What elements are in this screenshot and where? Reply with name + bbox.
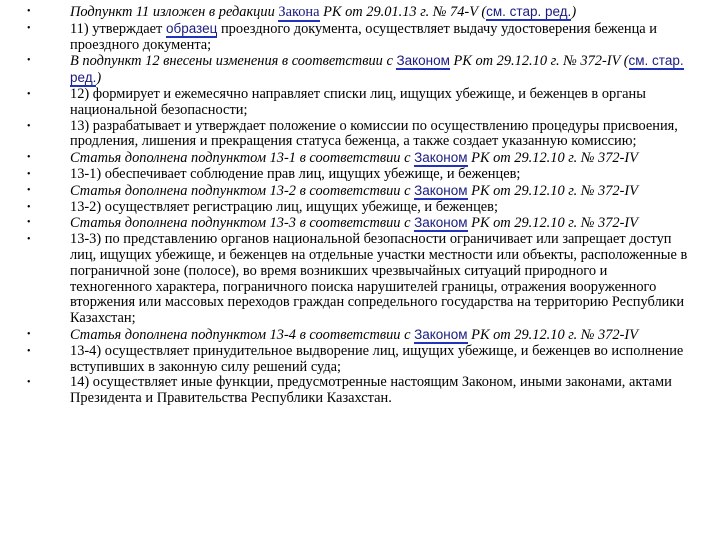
bullet-icon: • <box>27 184 31 196</box>
item-text: 13-3) по представлению органов национальной безопасности ограничивает или запрещает доступ лиц, ищущих убежище, и беженцев на отдельные участки местности или объекты, расположенные в пограничной зоне (полосе), во время возникших чрезвычайных ситуаций природного и техногенного характера, пограничного поиска нарушителей границы, отражения вооруженного вторжения или массовых переходов граждан сопредельного государства на территорию Республики Казахстан; <box>70 231 688 327</box>
item-text: Подпункт 11 изложен в редакции <box>70 4 279 20</box>
bullet-icon: • <box>27 328 31 340</box>
old-edition-link[interactable]: см. стар. ред. <box>70 53 684 86</box>
bullet-icon: • <box>27 22 31 34</box>
law-link[interactable]: Закона <box>278 4 320 20</box>
law-link[interactable]: Законом <box>396 53 450 69</box>
item-text: 14) осуществляет иные функции, предусмотренные настоящим Законом, иными законами, актами Президента и Правительства Республики Казахстан. <box>70 374 672 407</box>
law-link[interactable]: Законом <box>414 326 468 342</box>
bullet-icon: • <box>27 55 31 67</box>
item-text: 13-1) обеспечивает соблюдение прав лиц, ищущих убежище, и беженцев; <box>70 165 521 182</box>
item-text: РК от 29.12.10 г. № 372-IV <box>467 182 639 199</box>
law-link[interactable]: Законом <box>414 150 468 166</box>
item-text: В подпункт 12 внесены изменения в соответствии с <box>70 53 397 70</box>
item-text: Статья дополнена подпунктом 13-4 в соответствии с <box>70 326 415 343</box>
list-item <box>0 167 720 183</box>
bullet-icon: • <box>27 345 31 357</box>
list-item <box>0 375 720 407</box>
amendment-note <box>0 150 720 167</box>
item-text: РК от 29.12.10 г. № 372-IV <box>467 326 639 343</box>
bullet-icon: • <box>27 120 31 132</box>
item-text: 13-2) осуществляет регистрацию лиц, ищущих убежище, и беженцев; <box>70 198 498 215</box>
law-link[interactable]: Законом <box>414 215 468 231</box>
list-item <box>0 87 720 119</box>
item-text: РК от 29.12.10 г. № 372-IV <box>467 215 639 232</box>
law-link[interactable]: образец <box>165 20 218 36</box>
list-item <box>0 232 720 327</box>
item-text: РК от 29.12.10 г. № 372-IV ( <box>449 53 629 70</box>
item-text: Статья дополнена подпунктом 13-1 в соответствии с <box>70 150 415 167</box>
item-text: 11) утверждает <box>70 20 166 37</box>
item-text: ) <box>571 4 577 20</box>
item-text: Статья дополнена подпунктом 13-3 в соответствии с <box>70 215 415 232</box>
item-text: Статья дополнена подпунктом 13-2 в соответствии с <box>70 182 415 199</box>
list-item <box>0 119 720 151</box>
bullet-icon: • <box>27 152 31 164</box>
amendment-note <box>0 183 720 200</box>
law-link[interactable]: Законом <box>414 182 468 198</box>
item-text: ) <box>96 70 102 87</box>
list-item <box>0 344 720 376</box>
amendment-note <box>0 327 720 344</box>
old-edition-link[interactable]: см. стар. ред. <box>486 4 572 19</box>
document-list <box>0 4 720 407</box>
item-text: 13) разрабатывает и утверждает положение о комиссии по осуществлению процедуры присвоения, продления, лишения и прекращения статуса беженца, а также создает указанную комиссию; <box>70 117 678 150</box>
amendment-note <box>0 215 720 232</box>
bullet-icon: • <box>27 6 31 17</box>
bullet-icon: • <box>27 234 31 246</box>
bullet-icon: • <box>27 377 31 389</box>
list-item <box>0 200 720 216</box>
bullet-icon: • <box>27 88 31 100</box>
bullet-icon: • <box>27 217 31 229</box>
bullet-icon: • <box>27 168 31 180</box>
bullet-icon: • <box>27 201 31 213</box>
item-text: проездного документа, осуществляет выдачу удостоверения беженца и проездного документа; <box>70 20 657 53</box>
item-text: 13-4) осуществляет принудительное выдворение лиц, ищущих убежище, и беженцев во исполнение вступивших в законную силу решений суда; <box>70 342 684 375</box>
list-item <box>0 21 720 54</box>
item-text: 12) формирует и ежемесячно направляет списки лиц, ищущих убежище, и беженцев в органы национальной безопасности; <box>70 85 646 118</box>
item-text: РК от 29.12.10 г. № 372-IV <box>467 150 639 167</box>
item-text: РК от 29.01.13 г. № 74-V ( <box>319 4 487 20</box>
amendment-note <box>0 53 720 87</box>
amendment-note <box>0 4 720 21</box>
